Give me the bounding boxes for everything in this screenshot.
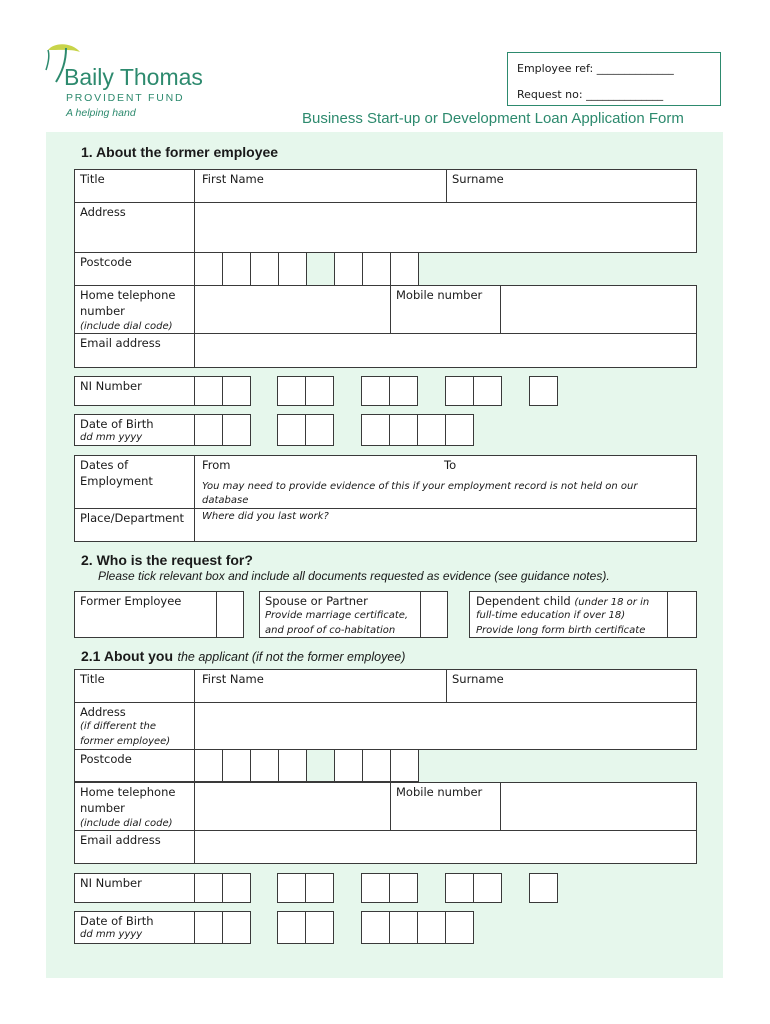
from-label: From	[202, 458, 231, 472]
first-name-field[interactable]	[270, 171, 442, 201]
applicant-surname-field[interactable]	[510, 671, 694, 701]
applicant-ni-cell[interactable]	[473, 873, 502, 903]
applicant-postcode-cell[interactable]	[222, 749, 251, 782]
dob-cell[interactable]	[445, 414, 474, 446]
child-note-2: full-time education if over 18)	[476, 610, 626, 621]
section21-heading: 2.1 About you	[81, 648, 174, 664]
employee-ref[interactable]: Employee ref: ______________	[517, 62, 674, 75]
ni-cell[interactable]	[305, 376, 334, 406]
postcode-space-cell	[306, 252, 335, 286]
applicant-email-label: Email address	[80, 833, 161, 847]
postcode-cell[interactable]	[222, 252, 251, 286]
email-field[interactable]	[196, 335, 694, 366]
former-employee-label: Former Employee	[80, 594, 182, 608]
applicant-home-tel-label: Home telephone	[80, 785, 176, 799]
applicant-dob-cell[interactable]	[305, 911, 334, 944]
postcode-cell[interactable]	[334, 252, 363, 286]
ni-label: NI Number	[80, 379, 142, 393]
spouse-doc-2: and proof of co-habitation	[265, 625, 396, 636]
home-tel-label-2: number	[80, 304, 125, 318]
postcode-cell[interactable]	[390, 252, 419, 286]
applicant-dob-cell[interactable]	[445, 911, 474, 944]
form-title: Business Start-up or Development Loan Application Form	[302, 110, 684, 127]
mobile-field[interactable]	[502, 287, 694, 332]
child-label-text: Dependent child	[476, 594, 571, 608]
dob-cell[interactable]	[194, 414, 223, 446]
applicant-dob-cell[interactable]	[277, 911, 306, 944]
applicant-mobile-label: Mobile number	[396, 785, 483, 799]
dob-format: dd mm yyyy	[80, 432, 143, 443]
applicant-dob-label: Date of Birth	[80, 914, 154, 928]
ni-cell[interactable]	[277, 376, 306, 406]
brand-tagline: A helping hand	[66, 107, 136, 119]
applicant-ni-cell[interactable]	[445, 873, 474, 903]
first-name-label: First Name	[202, 172, 264, 186]
applicant-dob-cell[interactable]	[361, 911, 390, 944]
spouse-doc: Provide marriage certificate,	[265, 610, 409, 621]
applicant-address-label: Address	[80, 705, 126, 719]
section1-heading: 1. About the former employee	[81, 144, 279, 160]
postcode-cell[interactable]	[250, 252, 279, 286]
postcode-label: Postcode	[80, 255, 132, 269]
former-employee-checkbox[interactable]	[216, 591, 244, 638]
applicant-dob-format: dd mm yyyy	[80, 929, 143, 940]
dob-cell[interactable]	[361, 414, 390, 446]
brand-fund: PROVIDENT FUND	[66, 92, 185, 104]
applicant-address-note-2: former employee)	[80, 736, 171, 747]
ni-cell[interactable]	[473, 376, 502, 406]
applicant-postcode-cell[interactable]	[334, 749, 363, 782]
last-work-hint: Where did you last work?	[202, 511, 329, 522]
applicant-postcode-space-cell	[306, 749, 335, 782]
applicant-postcode-cell[interactable]	[278, 749, 307, 782]
title-field[interactable]	[130, 171, 192, 201]
applicant-ni-cell[interactable]	[389, 873, 418, 903]
email-label: Email address	[80, 336, 161, 350]
title-label: Title	[80, 172, 105, 186]
applicant-home-tel-label-2: number	[80, 801, 125, 815]
dob-cell[interactable]	[222, 414, 251, 446]
applicant-ni-label: NI Number	[80, 876, 142, 890]
place-field[interactable]	[196, 510, 694, 540]
address-field[interactable]	[196, 204, 694, 251]
logo	[44, 42, 234, 124]
section21-subheading: the applicant (if not the former employee)	[177, 650, 406, 664]
applicant-postcode-cell[interactable]	[250, 749, 279, 782]
applicant-address-note: (if different the	[80, 721, 156, 732]
place-label: Place/Department	[80, 511, 185, 525]
postcode-cell[interactable]	[278, 252, 307, 286]
evidence-note: You may need to provide evidence of this if your employment record is not held on our	[202, 481, 638, 492]
applicant-title-label: Title	[80, 672, 105, 686]
section2-heading: 2. Who is the request for?	[81, 552, 253, 568]
request-no[interactable]: Request no: ______________	[517, 88, 664, 101]
spouse-checkbox[interactable]	[420, 591, 448, 638]
ni-cell[interactable]	[222, 376, 251, 406]
applicant-ni-cell[interactable]	[529, 873, 558, 903]
dob-label: Date of Birth	[80, 417, 154, 431]
ni-cell[interactable]	[194, 376, 223, 406]
dial-code-note: (include dial code)	[80, 321, 173, 332]
mobile-label: Mobile number	[396, 288, 483, 302]
applicant-postcode-cell[interactable]	[362, 749, 391, 782]
applicant-ni-cell[interactable]	[305, 873, 334, 903]
applicant-dob-cell[interactable]	[222, 911, 251, 944]
section2-instructions: Please tick relevant box and include all documents requested as evidence (see guidance notes).	[98, 569, 610, 583]
ni-cell[interactable]	[361, 376, 390, 406]
brand-name: Baily Thomas	[64, 64, 203, 90]
applicant-surname-label: Surname	[452, 672, 504, 686]
applicant-ni-cell[interactable]	[277, 873, 306, 903]
child-checkbox[interactable]	[667, 591, 697, 638]
dob-cell[interactable]	[417, 414, 446, 446]
child-note: (under 18 or in	[574, 597, 650, 608]
applicant-postcode-label: Postcode	[80, 752, 132, 766]
postcode-cell[interactable]	[362, 252, 391, 286]
ni-cell[interactable]	[445, 376, 474, 406]
home-tel-label: Home telephone	[80, 288, 176, 302]
reference-box	[507, 52, 721, 106]
applicant-mobile-field[interactable]	[502, 784, 694, 829]
applicant-email-field[interactable]	[196, 832, 694, 862]
postcode-cell[interactable]	[194, 252, 223, 286]
applicant-dob-cell[interactable]	[194, 911, 223, 944]
applicant-postcode-cell[interactable]	[390, 749, 419, 782]
to-label: To	[444, 458, 457, 472]
applicant-dial-code-note: (include dial code)	[80, 818, 173, 829]
ni-cell[interactable]	[529, 376, 558, 406]
applicant-home-tel-field[interactable]	[196, 784, 388, 829]
home-tel-field[interactable]	[196, 287, 388, 332]
dates-label-2: Employment	[80, 474, 153, 488]
surname-label: Surname	[452, 172, 504, 186]
section21-heading-line	[81, 648, 405, 666]
applicant-dob-cell[interactable]	[417, 911, 446, 944]
surname-field[interactable]	[510, 171, 694, 201]
applicant-ni-cell[interactable]	[194, 873, 223, 903]
dob-cell[interactable]	[277, 414, 306, 446]
ni-cell[interactable]	[389, 376, 418, 406]
dob-cell[interactable]	[389, 414, 418, 446]
evidence-note-2: database	[202, 495, 249, 506]
applicant-postcode-cell[interactable]	[194, 749, 223, 782]
dob-cell[interactable]	[305, 414, 334, 446]
child-doc: Provide long form birth certificate	[476, 625, 646, 636]
spouse-label: Spouse or Partner	[265, 594, 368, 608]
to-field[interactable]	[464, 457, 692, 477]
address-label: Address	[80, 205, 126, 219]
from-field[interactable]	[240, 457, 430, 477]
applicant-title-field[interactable]	[130, 671, 192, 701]
dates-label: Dates of	[80, 458, 129, 472]
applicant-ni-cell[interactable]	[361, 873, 390, 903]
applicant-first-name-label: First Name	[202, 672, 264, 686]
applicant-first-name-field[interactable]	[270, 671, 442, 701]
applicant-ni-cell[interactable]	[222, 873, 251, 903]
applicant-address-field[interactable]	[196, 704, 694, 748]
applicant-dob-cell[interactable]	[389, 911, 418, 944]
